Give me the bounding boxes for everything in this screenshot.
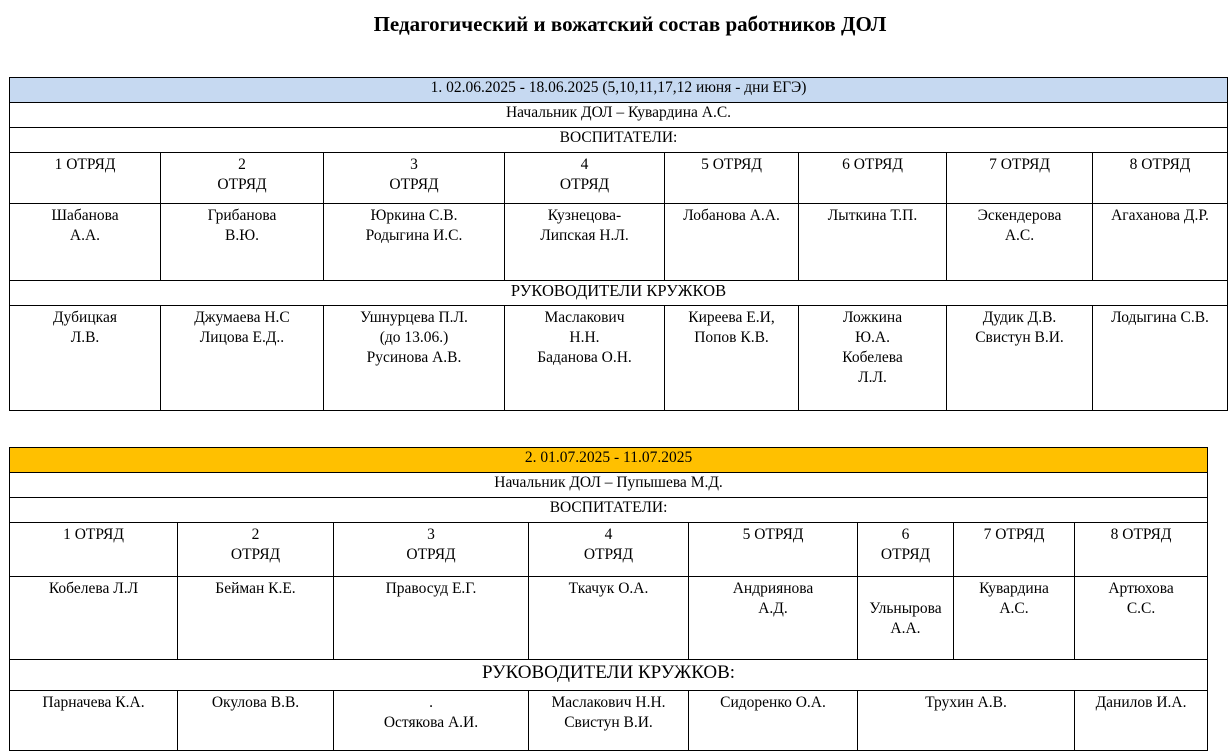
shift1-squad-header-8: 8 ОТРЯД (1093, 153, 1228, 204)
shift1-squad-header-1: 1 ОТРЯД (10, 153, 161, 204)
shift1-squad-header-4: 4 ОТРЯД (505, 153, 665, 204)
shift2-squad-header-5: 5 ОТРЯД (689, 523, 858, 577)
shift2-club-leader-5: Сидоренко О.А. (689, 691, 858, 751)
shift1-squad-header-3: 3 ОТРЯД (324, 153, 505, 204)
shift2-club-leader-6: Трухин А.В. (858, 691, 1075, 751)
shift1-club-leader-2: Джумаева Н.С Лицова Е.Д.. (161, 306, 324, 411)
shift1-club-leader-8: Лодыгина С.В. (1093, 306, 1228, 411)
shift2-club-leader-1: Парначева К.А. (10, 691, 178, 751)
shift2-squad-header-4: 4 ОТРЯД (529, 523, 689, 577)
shift1-educator-2: Грибанова В.Ю. (161, 204, 324, 281)
shift1-squad-header-2: 2 ОТРЯД (161, 153, 324, 204)
shift1-club-leader-7: Дудик Д.В. Свистун В.И. (947, 306, 1093, 411)
shift1-club-leader-1: Дубицкая Л.В. (10, 306, 161, 411)
shift1-educator-3: Юркина С.В. Родыгина И.С. (324, 204, 505, 281)
shift2-squad-header-8: 8 ОТРЯД (1075, 523, 1208, 577)
shift2-educator-8: Артюхова С.С. (1075, 577, 1208, 660)
shift1-squad-header-5: 5 ОТРЯД (665, 153, 799, 204)
shift1-club-leader-3: Ушнурцева П.Л. (до 13.06.) Русинова А.В. (324, 306, 505, 411)
shift1-club-leader-5: Киреева Е.И, Попов К.В. (665, 306, 799, 411)
shift1-chief: Начальник ДОЛ – Кувардина А.С. (10, 103, 1228, 128)
shift2-club-leader-2: Окулова В.В. (178, 691, 334, 751)
shift2-squad-header-2: 2 ОТРЯД (178, 523, 334, 577)
shift2-table (9, 447, 1208, 751)
shift2-clubs-label: РУКОВОДИТЕЛИ КРУЖКОВ: (10, 660, 1208, 691)
shift2-educator-7: Кувардина А.С. (954, 577, 1075, 660)
shift1-squad-header-7: 7 ОТРЯД (947, 153, 1093, 204)
shift2-club-leader-7: Данилов И.А. (1075, 691, 1208, 751)
shift1-squad-header-6: 6 ОТРЯД (799, 153, 947, 204)
shift2-header: 2. 01.07.2025 - 11.07.2025 (10, 448, 1208, 473)
shift1-club-leader-4: Маслакович Н.Н. Баданова О.Н. (505, 306, 665, 411)
shift2-club-leader-4: Маслакович Н.Н. Свистун В.И. (529, 691, 689, 751)
shift2-squad-header-3: 3 ОТРЯД (334, 523, 529, 577)
shift1-educator-6: Лыткина Т.П. (799, 204, 947, 281)
shift1-header: 1. 02.06.2025 - 18.06.2025 (5,10,11,17,12 июня - дни ЕГЭ) (10, 78, 1228, 103)
shift2-club-leader-3: . Остякова А.И. (334, 691, 529, 751)
shift2-educators-label: ВОСПИТАТЕЛИ: (10, 498, 1208, 523)
shift2-educator-3: Правосуд Е.Г. (334, 577, 529, 660)
shift1-educator-8: Агаханова Д.Р. (1093, 204, 1228, 281)
shift2-squad-header-7: 7 ОТРЯД (954, 523, 1075, 577)
shift2-educator-6: Ульнырова А.А. (858, 577, 954, 660)
shift2-squad-header-6: 6 ОТРЯД (858, 523, 954, 577)
shift1-table (9, 77, 1228, 411)
shift2-educator-2: Бейман К.Е. (178, 577, 334, 660)
shift1-educator-1: Шабанова А.А. (10, 204, 161, 281)
shift2-squad-header-1: 1 ОТРЯД (10, 523, 178, 577)
shift2-educator-1: Кобелева Л.Л (10, 577, 178, 660)
shift2-chief: Начальник ДОЛ – Пупышева М.Д. (10, 473, 1208, 498)
shift1-educator-5: Лобанова А.А. (665, 204, 799, 281)
shift1-educator-4: Кузнецова- Липская Н.Л. (505, 204, 665, 281)
page-title: Педагогический и вожатский состав работников ДОЛ (373, 12, 887, 36)
shift1-clubs-label: РУКОВОДИТЕЛИ КРУЖКОВ (10, 281, 1228, 306)
shift2-educator-4: Ткачук О.А. (529, 577, 689, 660)
shift1-club-leader-6: Ложкина Ю.А. Кобелева Л.Л. (799, 306, 947, 411)
shift1-educator-7: Эскендерова А.С. (947, 204, 1093, 281)
shift1-educators-label: ВОСПИТАТЕЛИ: (10, 128, 1228, 153)
shift2-educator-5: Андриянова А.Д. (689, 577, 858, 660)
